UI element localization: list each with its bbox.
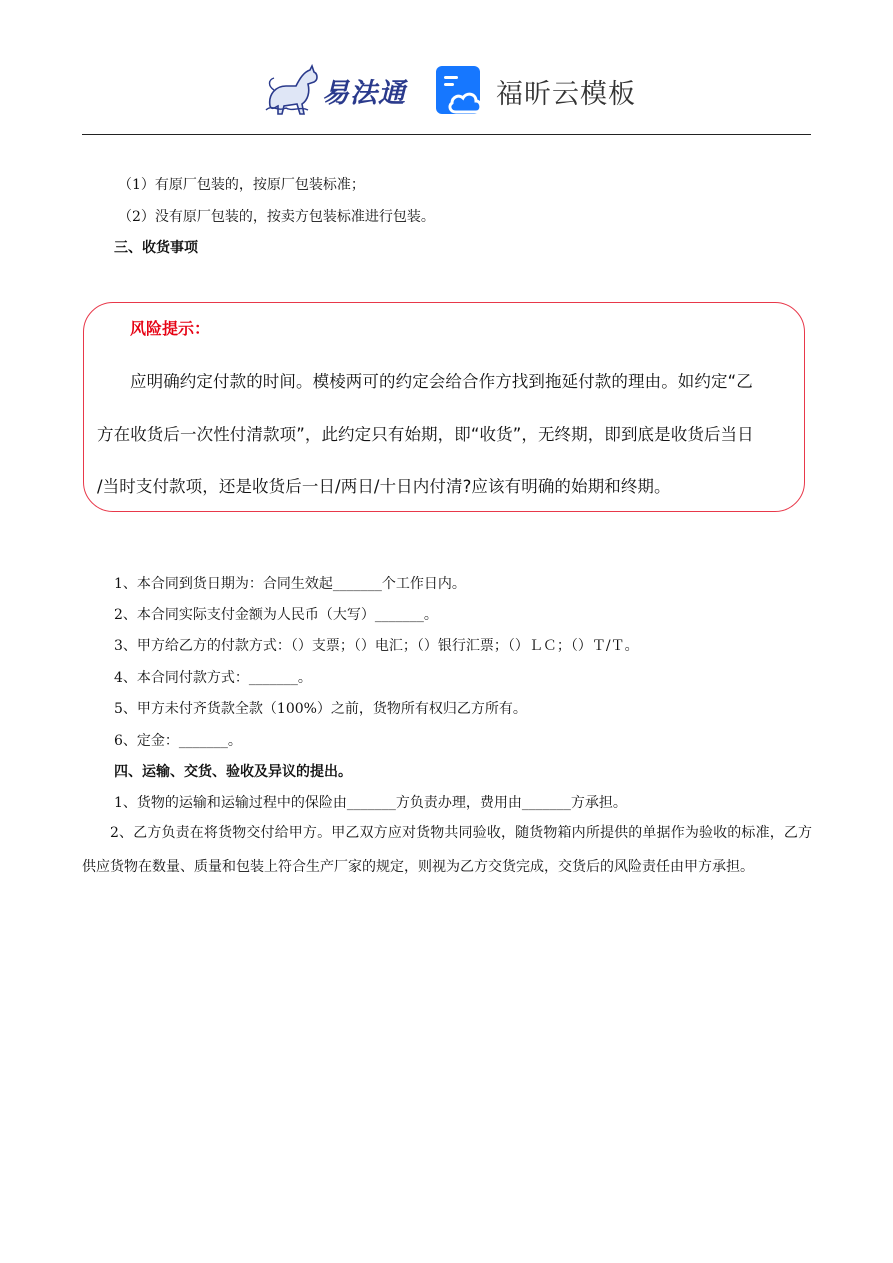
- packaging-item-1: （1）有原厂包装的，按原厂包装标准；: [118, 177, 365, 193]
- section-4-heading: 四、运输、交货、验收及异议的提出。: [114, 764, 352, 780]
- packaging-item-2: （2）没有原厂包装的，按卖方包装标准进行包装。: [118, 209, 435, 225]
- risk-warning-line-3: /当时支付款项，还是收货后一日/两日/十日内付清?应该有明确的始期和终期。: [97, 477, 671, 496]
- term-item-2: 2、本合同实际支付金额为人民币（大写）_______。: [114, 607, 438, 623]
- term-item-6: 6、定金：_______。: [114, 733, 242, 749]
- header-divider: [82, 134, 811, 135]
- risk-warning-line-1: 应明确约定付款的时间。模棱两可的约定会给合作方找到拖延付款的理由。如约定“乙: [130, 372, 753, 391]
- cloud-document-icon: [436, 66, 486, 116]
- logo-right-text: 福昕云模板: [496, 78, 636, 110]
- page-header: [0, 58, 893, 124]
- section-4-item-2: 2、乙方负责在将货物交付给甲方。甲乙双方应对货物共同验收，随货物箱内所提供的单据作为验收的标准，乙方供应货物在数量、质量和包装上符合生产厂家的规定，则视为乙方交货完成，交货后的风险责任由甲方承担。: [82, 825, 812, 875]
- risk-warning-line-2: 方在收货后一次性付清款项”，此约定只有始期，即“收货”，无终期，即到底是收货后当日: [97, 425, 754, 444]
- term-item-5: 5、甲方未付齐货款全款（100%）之前，货物所有权归乙方所有。: [114, 701, 527, 717]
- term-item-4: 4、本合同付款方式：_______。: [114, 670, 312, 686]
- yifatong-logo: [262, 62, 412, 118]
- section-4-item-1: 1、货物的运输和运输过程中的保险由_______方负责办理，费用由_______方承担。: [114, 795, 627, 811]
- term-item-1: 1、本合同到货日期为：合同生效起_______个工作日内。: [114, 576, 466, 592]
- term-item-3: 3、甲方给乙方的付款方式：（）支票；（）电汇；（）银行汇票；（）ＬＣ；（）Ｔ/Ｔ。: [114, 638, 639, 654]
- risk-warning-title: 风险提示：: [130, 319, 211, 338]
- fuxin-logo: [436, 66, 636, 116]
- section-3-heading: 三、收货事项: [114, 240, 198, 256]
- logo-left-text: 易法通: [322, 77, 406, 109]
- unicorn-icon: [262, 64, 320, 116]
